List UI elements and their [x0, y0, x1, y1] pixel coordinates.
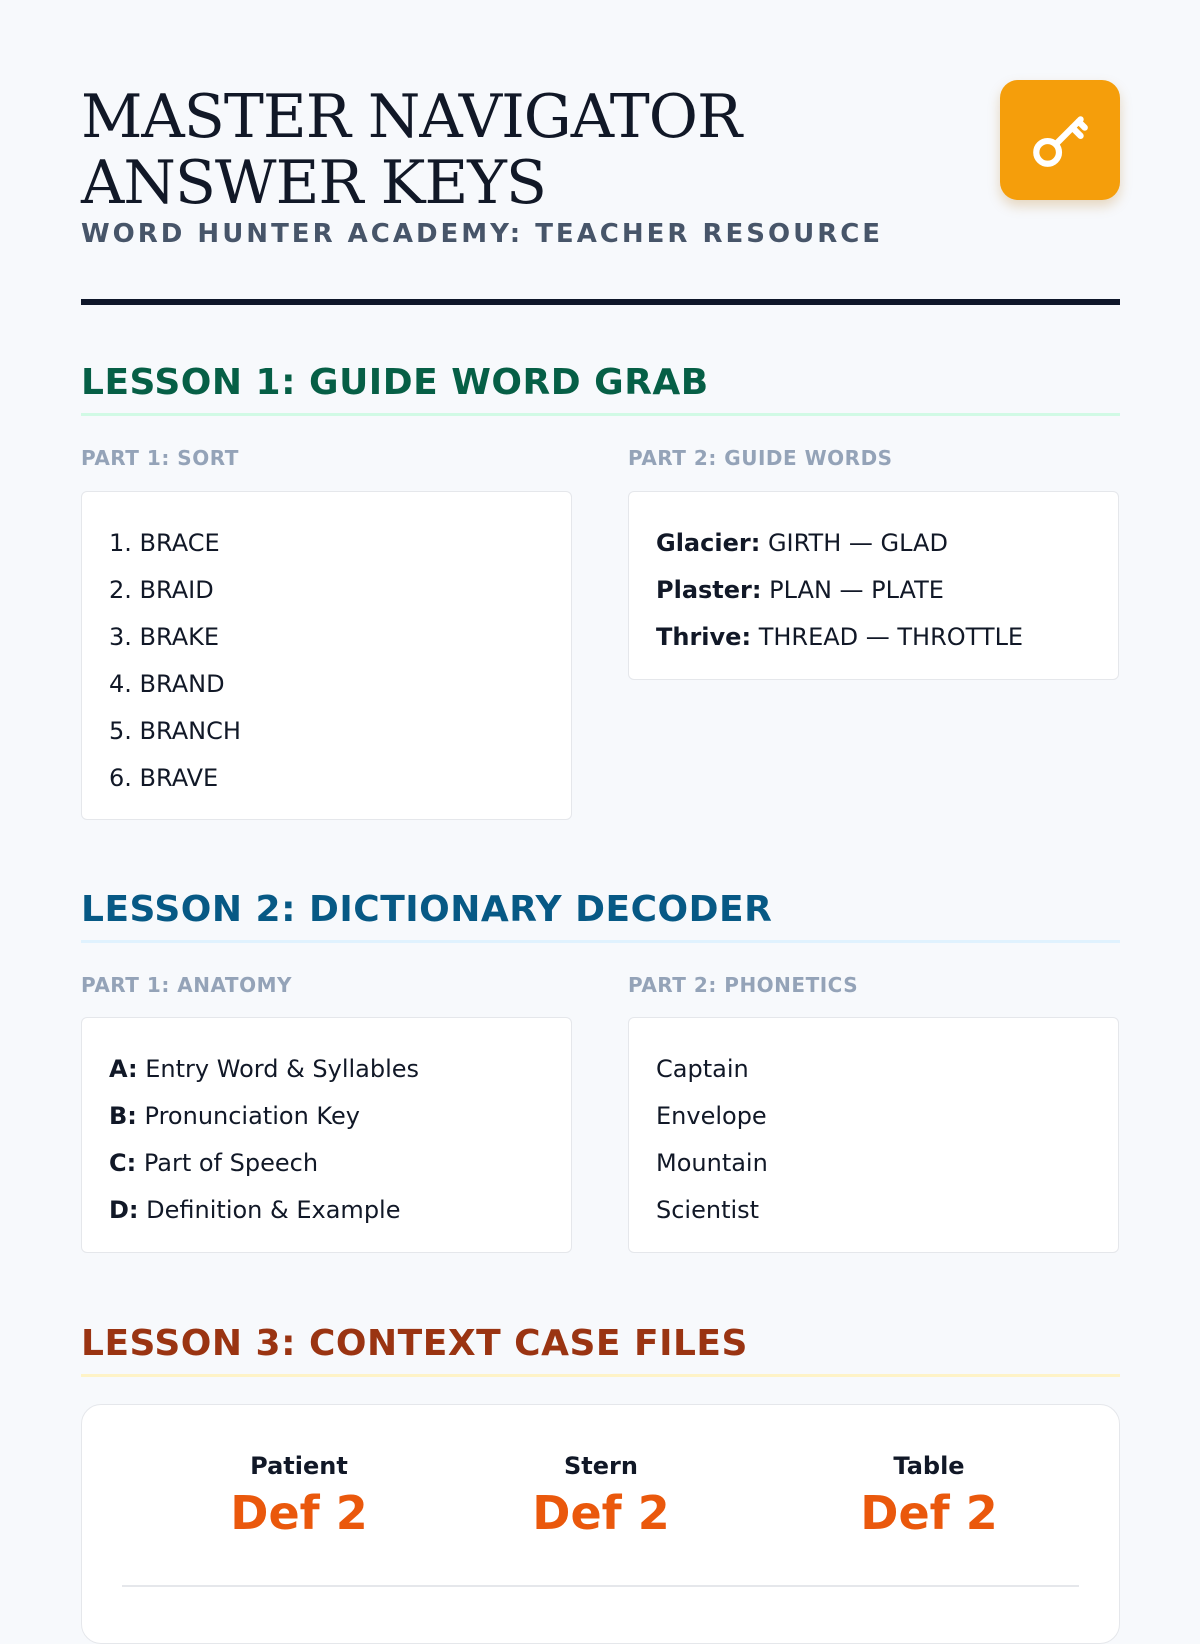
page-header	[81, 0, 1120, 306]
sort-list	[109, 520, 544, 802]
lesson-2-underline	[81, 940, 1120, 943]
lesson-1-guide-words-card	[628, 491, 1119, 680]
case-item	[189, 1451, 409, 1541]
anatomy-item	[109, 1093, 544, 1140]
anatomy-item	[109, 1140, 544, 1187]
guide-word-item	[656, 520, 1091, 567]
lesson-2-anatomy-card	[81, 1017, 572, 1253]
anatomy-item-value: Entry Word & Syllables	[145, 1055, 420, 1083]
anatomy-item-value: Part of Speech	[143, 1149, 319, 1177]
case-answer: Def 2	[532, 1486, 670, 1540]
context-case-card	[81, 1404, 1120, 1644]
guide-word-item-value: PLAN — PLATE	[769, 576, 944, 604]
sort-item: 3. BRAKE	[109, 623, 220, 651]
anatomy-item	[109, 1187, 544, 1234]
lesson-3-underline	[81, 1374, 1120, 1377]
anatomy-item	[109, 1046, 544, 1093]
anatomy-list	[109, 1046, 544, 1234]
lesson-1-sort-card	[81, 491, 572, 820]
guide-word-item-value: THREAD — THROTTLE	[758, 623, 1024, 651]
lesson-1-part-1-label: PART 1: SORT	[81, 446, 239, 470]
case-item	[819, 1451, 1039, 1541]
lesson-3-title: LESSON 3: CONTEXT CASE FILES	[81, 1323, 748, 1364]
lesson-2-part-2-label: PART 2: PHONETICS	[628, 973, 859, 997]
key-icon	[1027, 107, 1093, 173]
guide-words-list	[656, 520, 1091, 661]
case-answer: Def 2	[230, 1486, 368, 1540]
anatomy-item-term: D:	[109, 1196, 139, 1224]
sort-item: 5. BRANCH	[109, 717, 241, 745]
sort-item: 6. BRAVE	[109, 764, 219, 792]
sort-item: 4. BRAND	[109, 670, 225, 698]
anatomy-item-value: Definition & Example	[146, 1196, 401, 1224]
guide-word-item	[656, 614, 1091, 661]
lesson-1-part-2-label: PART 2: GUIDE WORDS	[628, 446, 893, 470]
anatomy-item-value: Pronunciation Key	[144, 1102, 360, 1130]
lesson-2-title: LESSON 2: DICTIONARY DECODER	[81, 889, 773, 930]
case-divider	[122, 1585, 1079, 1587]
guide-word-item-term: Glacier:	[656, 529, 761, 557]
lesson-1-title: LESSON 1: GUIDE WORD GRAB	[81, 362, 709, 403]
lesson-2-part-1-label: PART 1: ANATOMY	[81, 973, 292, 997]
phonetics-item: Scientist	[656, 1196, 760, 1224]
guide-word-item	[656, 567, 1091, 614]
anatomy-item-term: A:	[109, 1055, 138, 1083]
phonetics-item: Mountain	[656, 1149, 768, 1177]
page-subtitle: WORD HUNTER ACADEMY: TEACHER RESOURCE	[81, 219, 884, 249]
answer-key-page	[81, 0, 1120, 1540]
anatomy-item-term: C:	[109, 1149, 137, 1177]
phonetics-item: Envelope	[656, 1102, 767, 1130]
phonetics-list	[656, 1046, 1091, 1234]
phonetics-item: Captain	[656, 1055, 749, 1083]
case-word: Patient	[250, 1452, 348, 1480]
guide-word-item-term: Plaster:	[656, 576, 762, 604]
page-title: MASTER NAVIGATOR ANSWER KEYS	[81, 82, 742, 218]
sort-item: 2. BRAID	[109, 576, 214, 604]
lesson-1-underline	[81, 413, 1120, 416]
guide-word-item-term: Thrive:	[656, 623, 752, 651]
lesson-2-phonetics-card	[628, 1017, 1119, 1253]
sort-item: 1. BRACE	[109, 529, 220, 557]
header-divider	[81, 299, 1120, 305]
case-word: Stern	[564, 1452, 638, 1480]
guide-word-item-value: GIRTH — GLAD	[767, 529, 948, 557]
case-item	[491, 1451, 711, 1541]
case-answer: Def 2	[860, 1486, 998, 1540]
key-badge	[1000, 80, 1120, 200]
anatomy-item-term: B:	[109, 1102, 137, 1130]
case-word: Table	[893, 1452, 965, 1480]
